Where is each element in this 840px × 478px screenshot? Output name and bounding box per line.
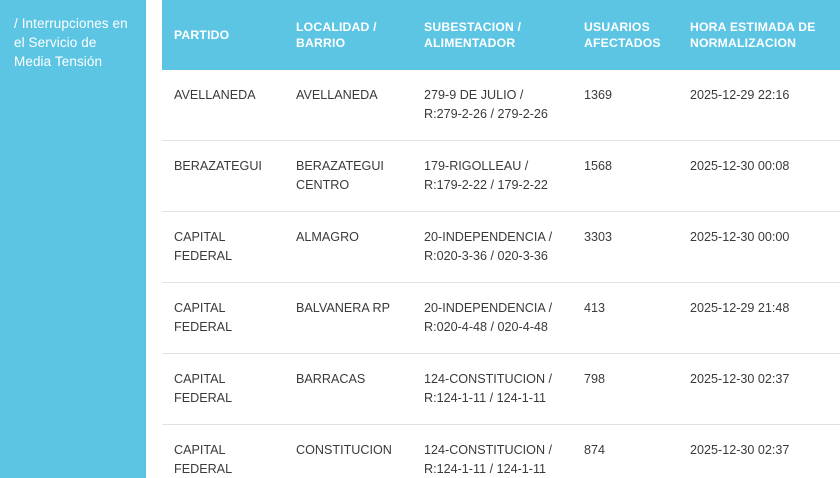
- cell-usuarios: 413: [572, 283, 678, 354]
- cell-partido-line-2: FEDERAL: [174, 320, 233, 334]
- cell-subestacion-line-2: R:179-2-22 / 179-2-22: [424, 178, 548, 192]
- cell-partido-line-2: FEDERAL: [174, 462, 233, 476]
- cell-subestacion: [412, 425, 572, 478]
- cell-hora: 2025-12-30 00:00: [678, 212, 840, 283]
- column-header-subestacion: [412, 0, 572, 70]
- cell-partido-line-2: FEDERAL: [174, 391, 233, 405]
- cell-subestacion: [412, 141, 572, 212]
- column-header-localidad-line-2: BARRIO: [296, 36, 346, 50]
- cell-partido-line-1: CAPITAL: [174, 443, 226, 457]
- cell-subestacion-line-1: 279-9 DE JULIO /: [424, 88, 524, 102]
- column-header-partido: [162, 0, 284, 70]
- column-header-hora-line-1: HORA ESTIMADA DE: [690, 20, 816, 34]
- cell-partido-line-1: BERAZATEGUI: [174, 159, 262, 173]
- cell-localidad-line-1: BERAZATEGUI: [296, 159, 384, 173]
- cell-localidad: [284, 425, 412, 478]
- table-row: [162, 425, 840, 478]
- cell-hora: 2025-12-30 02:37: [678, 354, 840, 425]
- column-header-usuarios: [572, 0, 678, 70]
- sidebar-title: / Interrupciones en el Servicio de Media Tensión: [14, 16, 128, 69]
- cell-usuarios: 798: [572, 354, 678, 425]
- cell-subestacion: [412, 212, 572, 283]
- table-row: [162, 354, 840, 425]
- cell-localidad-line-1: ALMAGRO: [296, 230, 359, 244]
- column-header-usuarios-line-2: AFECTADOS: [584, 36, 661, 50]
- column-header-localidad: [284, 0, 412, 70]
- table-row: [162, 70, 840, 141]
- cell-usuarios: 3303: [572, 212, 678, 283]
- cell-hora: 2025-12-29 22:16: [678, 70, 840, 141]
- column-header-partido-line-1: PARTIDO: [174, 28, 230, 42]
- cell-usuarios: 1568: [572, 141, 678, 212]
- cell-usuarios: 1369: [572, 70, 678, 141]
- cell-subestacion-line-2: R:020-3-36 / 020-3-36: [424, 249, 548, 263]
- cell-subestacion-line-2: R:124-1-11 / 124-1-11: [424, 462, 547, 476]
- table-header-row: [162, 0, 840, 70]
- cell-subestacion-line-1: 179-RIGOLLEAU /: [424, 159, 529, 173]
- cell-partido: [162, 212, 284, 283]
- cell-subestacion: [412, 283, 572, 354]
- column-header-subestacion-line-1: SUBESTACION /: [424, 20, 522, 34]
- cell-localidad-line-1: AVELLANEDA: [296, 88, 378, 102]
- cell-partido: [162, 141, 284, 212]
- table-head: [162, 0, 840, 70]
- cell-localidad: [284, 212, 412, 283]
- cell-partido-line-1: AVELLANEDA: [174, 88, 256, 102]
- column-header-subestacion-line-2: ALIMENTADOR: [424, 36, 516, 50]
- cell-partido: [162, 283, 284, 354]
- cell-localidad-line-1: BARRACAS: [296, 372, 366, 386]
- cell-localidad-line-2: CENTRO: [296, 178, 350, 192]
- cell-localidad-line-1: BALVANERA RP: [296, 301, 391, 315]
- cell-subestacion-line-1: 124-CONSTITUCION /: [424, 372, 553, 386]
- column-header-localidad-line-1: LOCALIDAD /: [296, 20, 377, 34]
- sidebar: [0, 0, 146, 478]
- cell-partido-line-1: CAPITAL: [174, 230, 226, 244]
- cell-hora: 2025-12-30 02:37: [678, 425, 840, 478]
- cell-partido: [162, 70, 284, 141]
- cell-subestacion-line-2: R:020-4-48 / 020-4-48: [424, 320, 548, 334]
- cell-localidad: [284, 141, 412, 212]
- column-header-hora: [678, 0, 840, 70]
- outages-table: [162, 0, 840, 478]
- cell-localidad: [284, 354, 412, 425]
- cell-subestacion-line-2: R:124-1-11 / 124-1-11: [424, 391, 547, 405]
- cell-usuarios: 874: [572, 425, 678, 478]
- table-row: [162, 212, 840, 283]
- cell-partido-line-1: CAPITAL: [174, 301, 226, 315]
- cell-hora: 2025-12-30 00:08: [678, 141, 840, 212]
- cell-subestacion: [412, 70, 572, 141]
- cell-subestacion-line-1: 20-INDEPENDENCIA /: [424, 230, 553, 244]
- cell-partido: [162, 425, 284, 478]
- cell-hora: 2025-12-29 21:48: [678, 283, 840, 354]
- column-header-usuarios-line-1: USUARIOS: [584, 20, 650, 34]
- cell-subestacion: [412, 354, 572, 425]
- column-header-hora-line-2: NORMALIZACION: [690, 36, 797, 50]
- cell-subestacion-line-1: 124-CONSTITUCION /: [424, 443, 553, 457]
- cell-partido-line-1: CAPITAL: [174, 372, 226, 386]
- table-row: [162, 283, 840, 354]
- cell-localidad-line-1: CONSTITUCION: [296, 443, 392, 457]
- table-row: [162, 141, 840, 212]
- cell-localidad: [284, 283, 412, 354]
- cell-subestacion-line-2: R:279-2-26 / 279-2-26: [424, 107, 548, 121]
- cell-localidad: [284, 70, 412, 141]
- table-body: [162, 70, 840, 478]
- cell-partido-line-2: FEDERAL: [174, 249, 233, 263]
- table-container: [146, 0, 840, 478]
- cell-partido: [162, 354, 284, 425]
- cell-subestacion-line-1: 20-INDEPENDENCIA /: [424, 301, 553, 315]
